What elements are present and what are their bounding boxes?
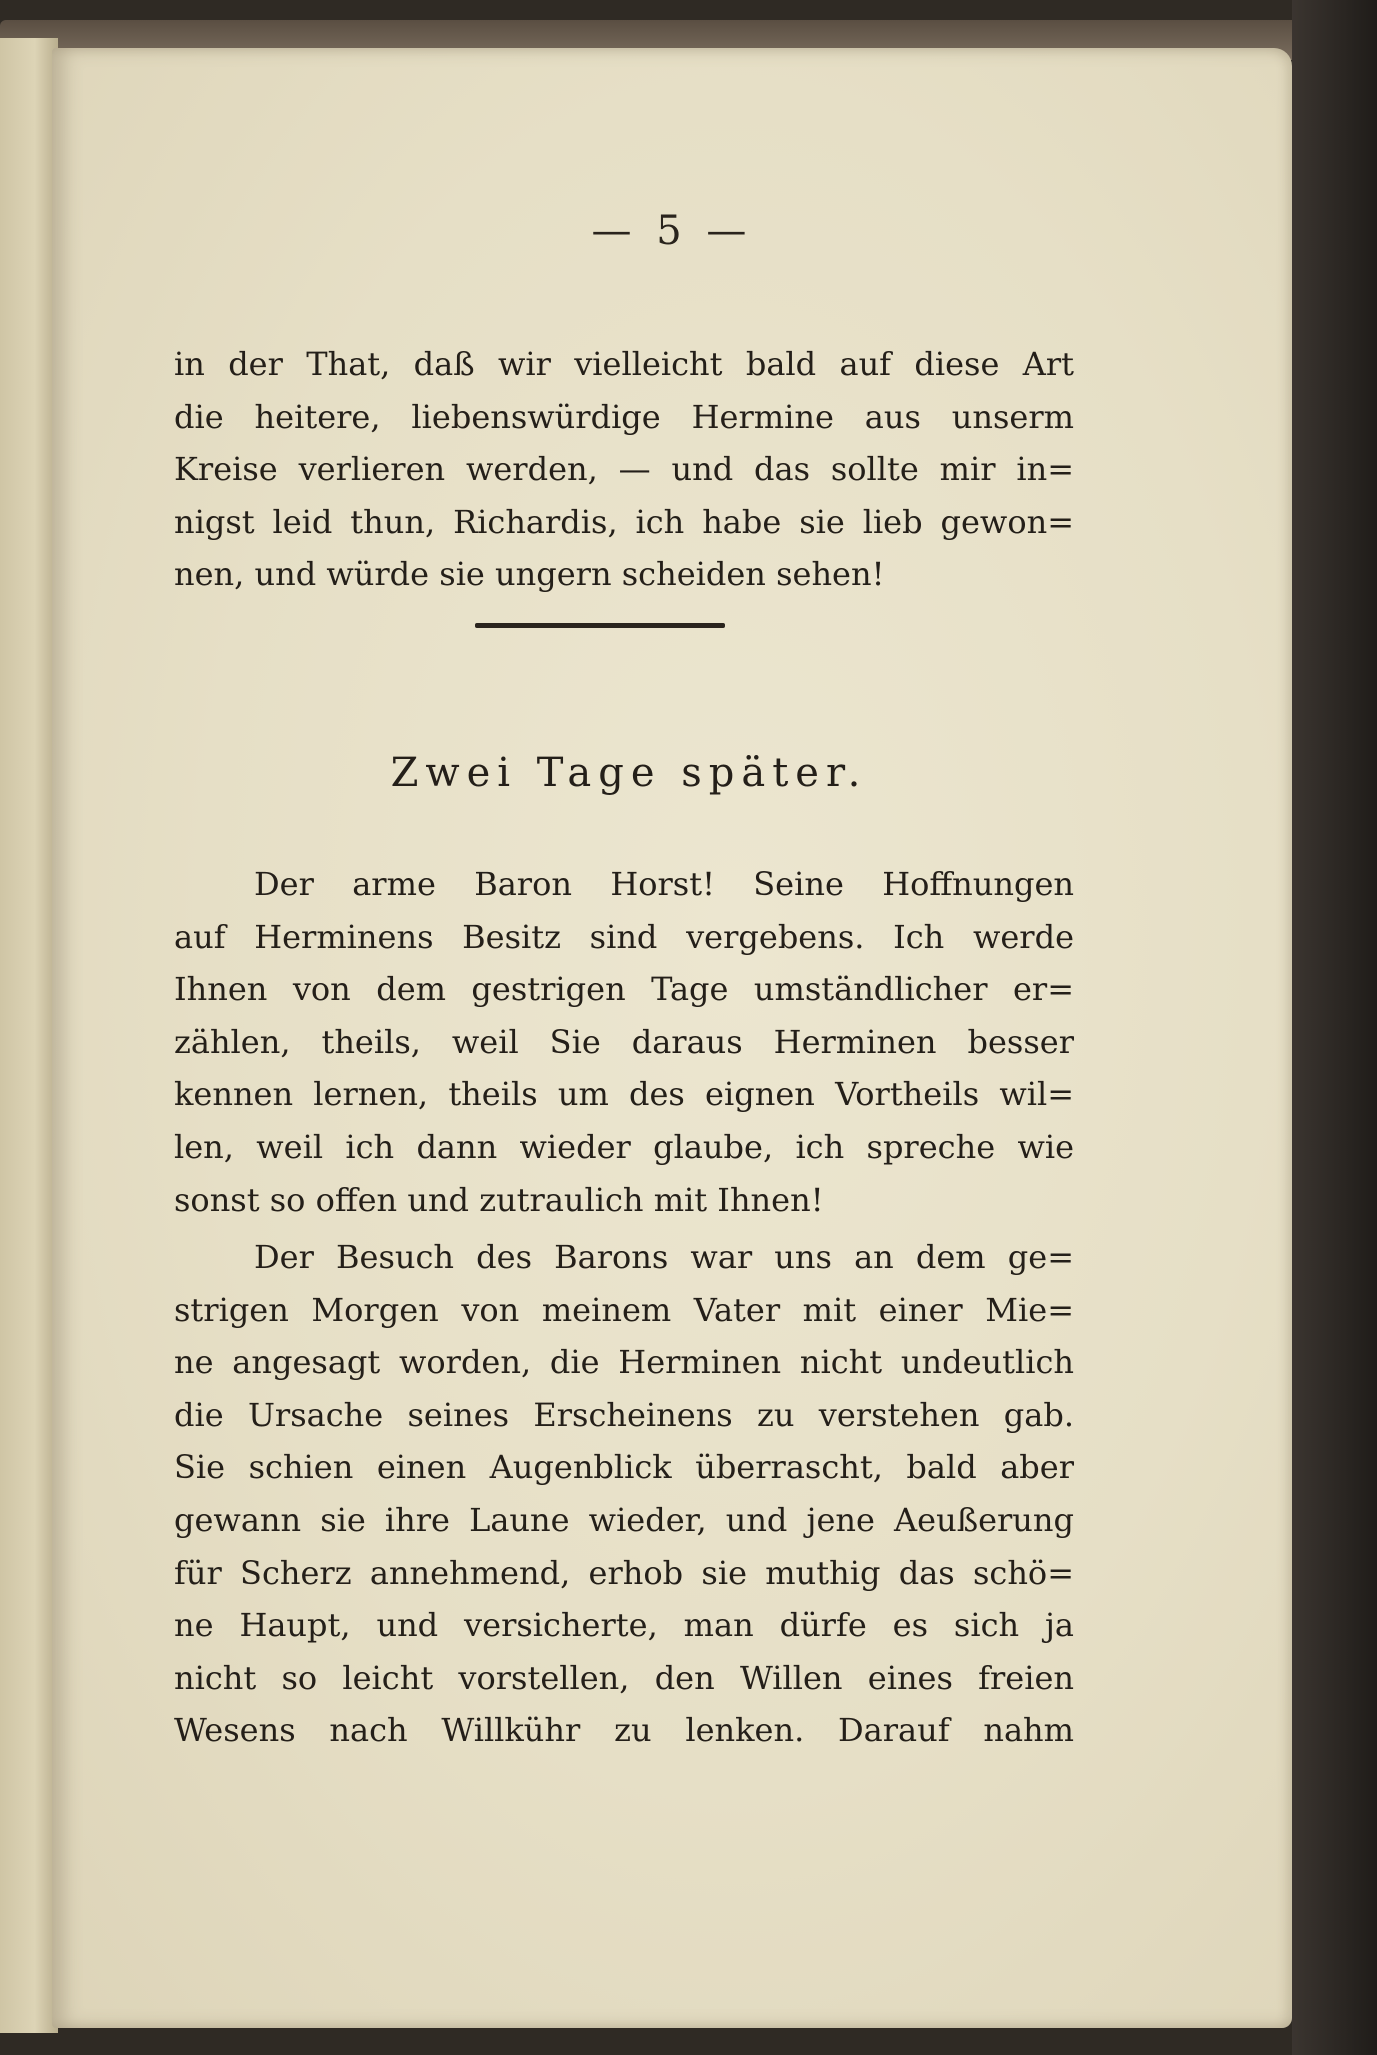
text-line: sonst so offen und zutraulich mit Ihnen! (174, 1180, 824, 1219)
text-line: Ihnen von dem gestrigen Tage umständlicher er= (174, 970, 1074, 1009)
section-heading: Zwei Tage später. (390, 750, 868, 796)
text-line: ne angesagt worden, die Herminen nicht undeutlich (174, 1343, 1074, 1382)
page-number: — 5 — (591, 208, 753, 254)
text-line: nicht so leicht vorstellen, den Willen eines freien (174, 1658, 1074, 1697)
text-line: strigen Morgen von meinem Vater mit einer Mie= (174, 1290, 1074, 1329)
book-page (52, 48, 1292, 2028)
paragraph-3 (174, 1231, 1074, 1757)
left-page-edge (0, 38, 58, 2033)
paragraph-2 (174, 858, 1074, 1226)
section-divider (475, 623, 725, 628)
text-line: die Ursache seines Erscheinens zu verstehen gab. (174, 1395, 1074, 1434)
text-line: die heitere, liebenswürdige Hermine aus unserm (174, 397, 1074, 436)
text-line: für Scherz annehmend, erhob sie muthig das schö= (174, 1553, 1074, 1592)
text-line: ne Haupt, und versicherte, man dürfe es sich ja (174, 1606, 1074, 1645)
text-line: Kreise verlieren werden, — und das sollte mir in= (174, 450, 1074, 489)
text-line: Wesens nach Willkühr zu lenken. Darauf nahm (174, 1711, 1074, 1750)
text-line: zählen, theils, weil Sie daraus Herminen besser (174, 1022, 1074, 1061)
text-line: len, weil ich dann wieder glaube, ich spreche wie (174, 1127, 1074, 1166)
text-line: Der Besuch des Barons war uns an dem ge= (254, 1238, 1074, 1276)
text-line: Sie schien einen Augenblick überrascht, bald aber (174, 1448, 1074, 1487)
paragraph-1 (174, 338, 1074, 601)
text-line: nen, und würde sie ungern scheiden sehen! (174, 555, 885, 594)
text-line: auf Herminens Besitz sind vergebens. Ich werde (174, 917, 1074, 956)
text-line: in der That, daß wir vielleicht bald auf diese Art (174, 345, 1074, 383)
text-line: Der arme Baron Horst! Seine Hoffnungen (254, 865, 1074, 903)
text-line: gewann sie ihre Laune wieder, und jene Aeußerung (174, 1500, 1074, 1539)
text-line: kennen lernen, theils um des eignen Vortheils wil= (174, 1075, 1074, 1114)
text-line: nigst leid thun, Richardis, ich habe sie lieb gewon= (174, 502, 1074, 541)
book-cover-right (1292, 0, 1377, 2055)
